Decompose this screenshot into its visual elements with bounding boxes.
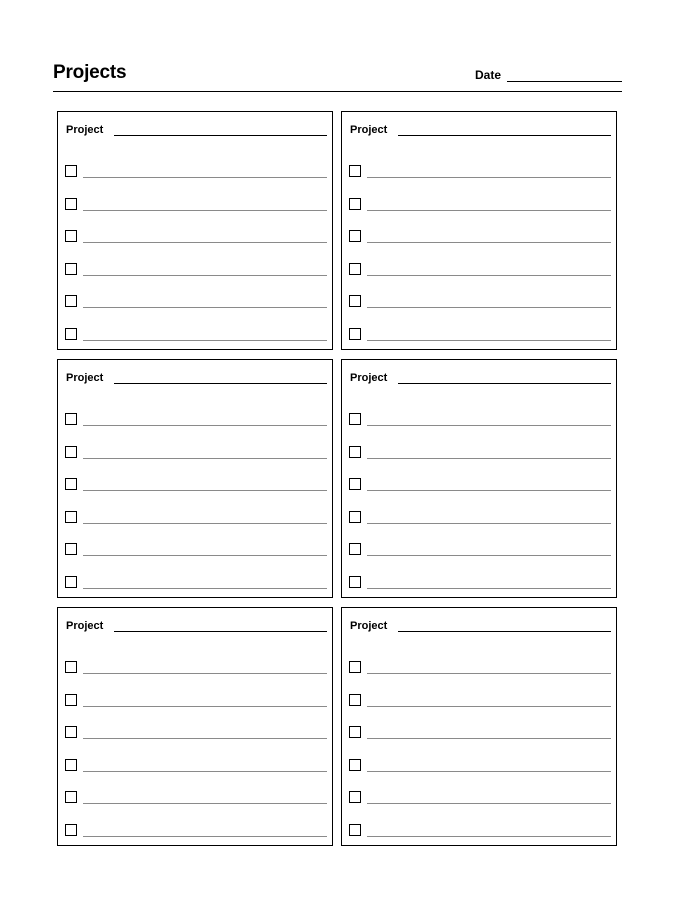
task-line-field[interactable]	[367, 588, 611, 589]
task-checkbox[interactable]	[65, 791, 77, 803]
task-row	[349, 413, 612, 427]
task-line-field[interactable]	[83, 588, 327, 589]
project-card	[341, 359, 617, 598]
task-row	[65, 328, 328, 342]
task-checkbox[interactable]	[349, 543, 361, 555]
task-line-field[interactable]	[83, 177, 327, 178]
task-line-field[interactable]	[83, 210, 327, 211]
task-checkbox[interactable]	[65, 413, 77, 425]
task-row	[349, 263, 612, 277]
task-line-field[interactable]	[83, 340, 327, 341]
task-line-field[interactable]	[83, 673, 327, 674]
task-checkbox[interactable]	[65, 824, 77, 836]
task-checkbox[interactable]	[65, 694, 77, 706]
task-checkbox[interactable]	[65, 478, 77, 490]
task-checkbox[interactable]	[65, 511, 77, 523]
task-line-field[interactable]	[367, 706, 611, 707]
project-card	[341, 607, 617, 846]
task-checkbox[interactable]	[349, 263, 361, 275]
task-line-field[interactable]	[367, 340, 611, 341]
task-line-field[interactable]	[367, 458, 611, 459]
task-line-field[interactable]	[367, 425, 611, 426]
task-checkbox[interactable]	[65, 759, 77, 771]
task-line-field[interactable]	[83, 523, 327, 524]
task-line-field[interactable]	[367, 490, 611, 491]
task-row	[349, 694, 612, 708]
project-card	[57, 359, 333, 598]
task-checkbox[interactable]	[349, 791, 361, 803]
task-checkbox[interactable]	[65, 263, 77, 275]
project-label: Project	[66, 124, 104, 136]
task-row	[65, 413, 328, 427]
task-line-field[interactable]	[367, 673, 611, 674]
task-checkbox[interactable]	[65, 165, 77, 177]
task-line-field[interactable]	[367, 771, 611, 772]
task-row	[65, 543, 328, 557]
project-label: Project	[350, 620, 388, 632]
task-checkbox[interactable]	[349, 478, 361, 490]
task-line-field[interactable]	[367, 803, 611, 804]
task-row	[65, 198, 328, 212]
task-row	[65, 791, 328, 805]
task-checkbox[interactable]	[349, 824, 361, 836]
task-checkbox[interactable]	[349, 295, 361, 307]
task-checkbox[interactable]	[65, 726, 77, 738]
task-row	[65, 295, 328, 309]
task-line-field[interactable]	[83, 425, 327, 426]
task-row	[349, 230, 612, 244]
task-checkbox[interactable]	[349, 328, 361, 340]
task-line-field[interactable]	[83, 275, 327, 276]
project-label: Project	[66, 372, 104, 384]
task-line-field[interactable]	[367, 275, 611, 276]
task-line-field[interactable]	[367, 242, 611, 243]
date-label: Date	[475, 68, 502, 82]
task-checkbox[interactable]	[65, 295, 77, 307]
project-label: Project	[350, 372, 388, 384]
task-row	[349, 165, 612, 179]
project-card	[341, 111, 617, 350]
project-name-field[interactable]	[114, 631, 327, 632]
task-line-field[interactable]	[367, 555, 611, 556]
task-checkbox[interactable]	[65, 543, 77, 555]
task-line-field[interactable]	[83, 706, 327, 707]
project-name-field[interactable]	[398, 383, 611, 384]
task-line-field[interactable]	[83, 803, 327, 804]
task-row	[65, 165, 328, 179]
task-row	[349, 576, 612, 590]
task-checkbox[interactable]	[349, 576, 361, 588]
project-card	[57, 607, 333, 846]
task-row	[349, 511, 612, 525]
task-checkbox[interactable]	[65, 230, 77, 242]
task-row	[349, 198, 612, 212]
task-line-field[interactable]	[83, 738, 327, 739]
task-checkbox[interactable]	[349, 661, 361, 673]
header-divider	[53, 91, 622, 92]
task-row	[349, 824, 612, 838]
project-label: Project	[350, 124, 388, 136]
task-checkbox[interactable]	[65, 576, 77, 588]
task-checkbox[interactable]	[349, 694, 361, 706]
task-row	[349, 446, 612, 460]
task-checkbox[interactable]	[349, 230, 361, 242]
task-line-field[interactable]	[367, 177, 611, 178]
task-line-field[interactable]	[83, 490, 327, 491]
project-name-field[interactable]	[114, 135, 327, 136]
task-line-field[interactable]	[367, 307, 611, 308]
task-line-field[interactable]	[83, 458, 327, 459]
task-row	[349, 478, 612, 492]
task-row	[349, 759, 612, 773]
task-row	[65, 824, 328, 838]
task-row	[65, 576, 328, 590]
task-line-field[interactable]	[367, 523, 611, 524]
task-checkbox[interactable]	[65, 328, 77, 340]
project-label: Project	[66, 620, 104, 632]
task-row	[65, 759, 328, 773]
project-card	[57, 111, 333, 350]
task-checkbox[interactable]	[349, 446, 361, 458]
task-row	[349, 328, 612, 342]
task-row	[65, 230, 328, 244]
task-line-field[interactable]	[83, 242, 327, 243]
task-checkbox[interactable]	[65, 661, 77, 673]
task-row	[65, 726, 328, 740]
task-line-field[interactable]	[367, 738, 611, 739]
task-row	[349, 791, 612, 805]
task-line-field[interactable]	[367, 210, 611, 211]
task-checkbox[interactable]	[349, 759, 361, 771]
task-row	[65, 661, 328, 675]
task-row	[65, 694, 328, 708]
task-row	[65, 478, 328, 492]
date-field[interactable]	[507, 81, 622, 82]
task-checkbox[interactable]	[349, 413, 361, 425]
task-checkbox[interactable]	[349, 511, 361, 523]
task-row	[65, 446, 328, 460]
project-name-field[interactable]	[398, 631, 611, 632]
task-row	[349, 661, 612, 675]
task-row	[349, 543, 612, 557]
task-row	[65, 263, 328, 277]
task-row	[349, 726, 612, 740]
task-checkbox[interactable]	[65, 198, 77, 210]
task-checkbox[interactable]	[65, 446, 77, 458]
task-line-field[interactable]	[83, 836, 327, 837]
project-name-field[interactable]	[114, 383, 327, 384]
page-title: Projects	[53, 62, 127, 83]
task-line-field[interactable]	[83, 307, 327, 308]
task-line-field[interactable]	[83, 555, 327, 556]
task-line-field[interactable]	[83, 771, 327, 772]
task-checkbox[interactable]	[349, 198, 361, 210]
task-checkbox[interactable]	[349, 165, 361, 177]
task-row	[65, 511, 328, 525]
task-checkbox[interactable]	[349, 726, 361, 738]
task-row	[349, 295, 612, 309]
task-line-field[interactable]	[367, 836, 611, 837]
project-name-field[interactable]	[398, 135, 611, 136]
